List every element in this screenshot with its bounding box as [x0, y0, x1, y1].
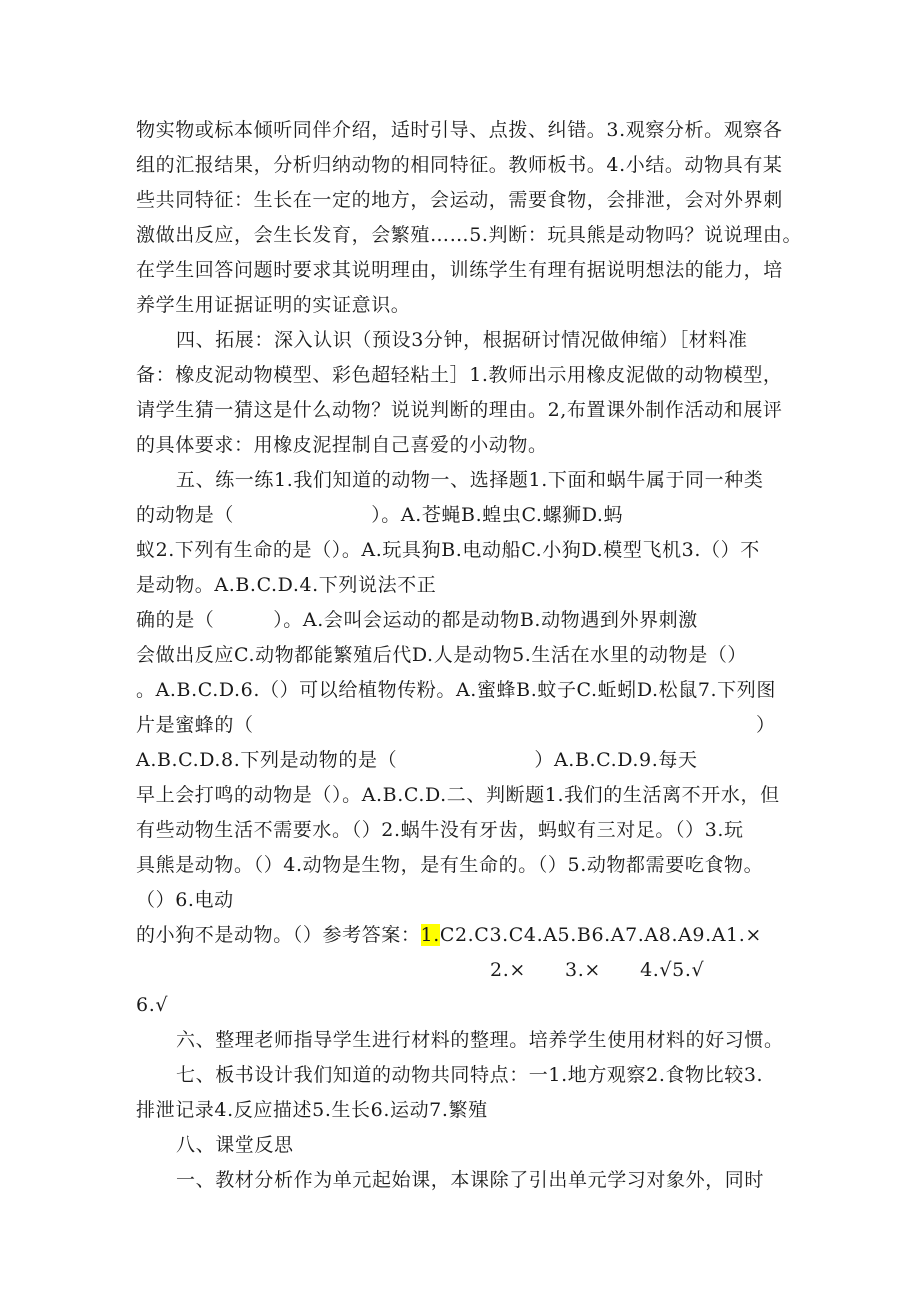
text-line: 早上会打鸣的动物是（）。A.B.C.D.二、判断题1.我们的生活离不开水，但	[136, 784, 780, 806]
text-line: 。A.B.C.D.6.（）可以给植物传粉。A.蜜蜂B.蚊子C.蚯蚓D.松鼠7.下列图	[136, 679, 776, 701]
answer-line	[136, 923, 762, 947]
answer-line: 2.× 3.× 4.√5.√	[490, 959, 705, 981]
text-line: 具熊是动物。（）4.动物是生物，是有生命的。（）5.动物都需要吃食物。	[136, 854, 764, 876]
text-line: 是动物。A.B.C.D.4.下列说法不正	[136, 574, 437, 596]
section-heading-line: 六、整理老师指导学生进行材料的整理。培养学生使用材料的好习惯。	[176, 1029, 784, 1051]
highlighted-answer: 1.	[420, 924, 440, 946]
answer-label: 的小狗不是动物。（）参考答案：	[136, 924, 421, 946]
text-fragment: ）	[756, 714, 776, 736]
text-line: 组的汇报结果，分析归纳动物的相同特征。教师板书。4.小结。动物具有某	[136, 154, 783, 176]
section-heading-line: 五、练一练1.我们知道的动物一、选择题1.下面和蜗牛属于同一种类	[176, 469, 764, 491]
text-line: A.B.C.D.8.下列是动物的是（ ）A.B.C.D.9.每天	[136, 749, 698, 771]
text-line: 请学生猜一猜这是什么动物？说说判断的理由。2,布置课外制作活动和展评	[136, 399, 783, 421]
text-line: 些共同特征：生长在一定的地方，会运动，需要食物，会排泄，会对外界刺	[136, 189, 783, 211]
text-line: 的动物是（ ）。A.苍蝇B.蝗虫C.螺狮D.蚂	[136, 504, 624, 526]
text-line: （）6.电动	[136, 889, 234, 911]
text-line: 片是蜜蜂的（	[136, 714, 254, 736]
text-line: 备：橡皮泥动物模型、彩色超轻粘土］1.教师出示用橡皮泥做的动物模型，	[136, 364, 783, 386]
text-line: 确的是（ ）。A.会叫会运动的都是动物B.动物遇到外界刺激	[136, 609, 698, 631]
text-line: 有些动物生活不需要水。（）2.蜗牛没有牙齿，蚂蚁有三对足。（）3.玩	[136, 819, 744, 841]
text-line: 的具体要求：用橡皮泥捏制自己喜爱的小动物。	[136, 434, 548, 456]
text-line: 蚁2.下列有生命的是（）。A.玩具狗B.电动船C.小狗D.模型飞机3.（）不	[136, 539, 760, 561]
text-line: 在学生回答问题时要求其说明理由，训练学生有理有据说明想法的能力，培	[136, 259, 783, 281]
text-line: 排泄记录4.反应描述5.生长6.运动7.繁殖	[136, 1099, 488, 1121]
text-line: 养学生用证据证明的实证意识。	[136, 294, 411, 316]
answer-line: 6.√	[136, 994, 169, 1016]
answer-values: C2.C3.C4.A5.B6.A7.A8.A9.A1.×	[439, 924, 762, 946]
text-line: 会做出反应C.动物都能繁殖后代D.人是动物5.生活在水里的动物是（）	[136, 644, 748, 666]
section-heading-line: 一、教材分析作为单元起始课，本课除了引出单元学习对象外，同时	[176, 1169, 765, 1191]
section-heading-line: 四、拓展：深入认识（预设3分钟，根据研讨情况做伸缩）［材料准	[176, 329, 748, 351]
text-line: 激做出反应，会生长发育，会繁殖……5.判断：玩具熊是动物吗？说说理由。	[136, 224, 803, 246]
text-line: 物实物或标本倾听同伴介绍，适时引导、点拨、纠错。3.观察分析。观察各	[136, 119, 783, 141]
section-heading-line: 七、板书设计我们知道的动物共同特点：一1.地方观察2.食物比较3.	[176, 1064, 764, 1086]
section-heading-line: 八、课堂反思	[176, 1134, 294, 1156]
